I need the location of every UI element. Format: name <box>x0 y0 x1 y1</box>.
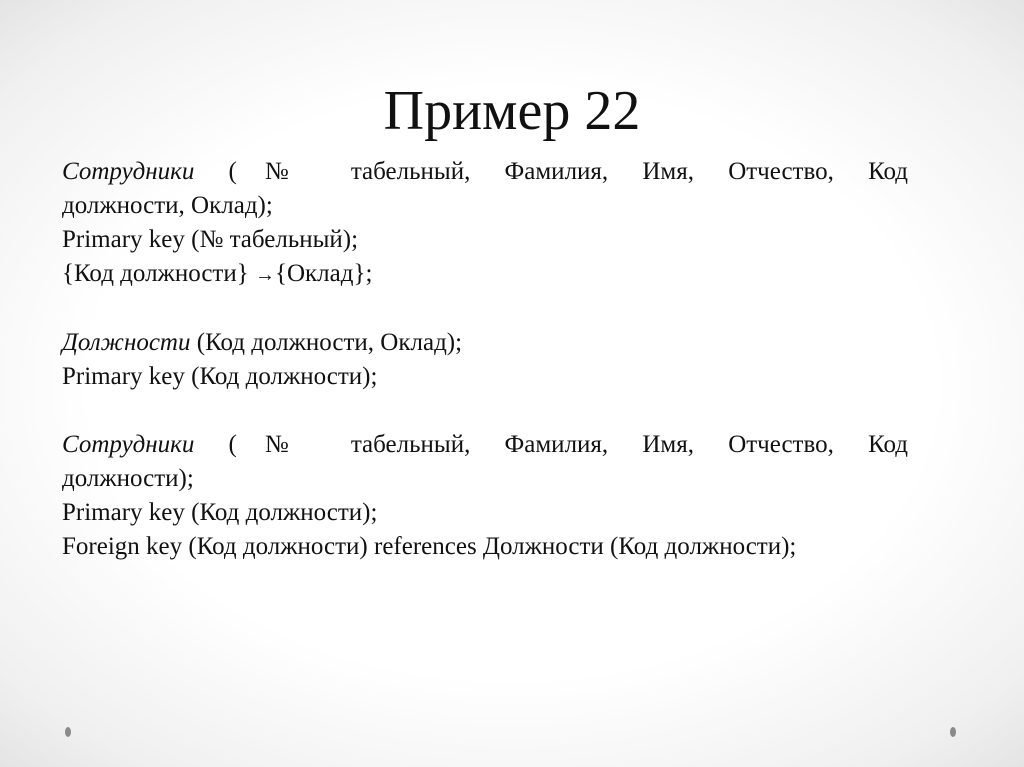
table-name: Сотрудники <box>62 431 195 458</box>
b2-line1 <box>62 326 908 360</box>
table-name: Должности <box>62 329 191 356</box>
b1-line1 <box>62 155 908 189</box>
b1-dependency <box>62 257 908 292</box>
arrow-icon: → <box>254 264 275 286</box>
attributes: (№ табельный, Фамилия, Имя, Отчество, Код <box>228 431 908 458</box>
b1-line2: должности, Оклад); <box>62 192 273 219</box>
slide-title: Пример 22 <box>383 80 641 142</box>
attributes: (Код должности, Оклад); <box>196 329 463 356</box>
decorative-dot-right <box>950 727 956 737</box>
b2-primary-key: Primary key (Код должности); <box>62 363 378 390</box>
attributes: (№ табельный, Фамилия, Имя, Отчество, Код <box>228 158 908 185</box>
dependency-left: {Код должности} <box>62 260 249 287</box>
b3-line2: должности); <box>62 465 194 492</box>
b3-primary-key: Primary key (Код должности); <box>62 499 378 526</box>
b3-line1 <box>62 428 908 462</box>
decorative-dot-left <box>65 727 71 737</box>
b1-primary-key: Primary key (№ табельный); <box>62 226 359 253</box>
slide-body <box>62 155 908 564</box>
b3-foreign-key: Foreign key (Код должности) references Должности (Код должности); <box>62 533 797 560</box>
table-name: Сотрудники <box>62 158 195 185</box>
dependency-right: {Оклад}; <box>274 260 373 287</box>
